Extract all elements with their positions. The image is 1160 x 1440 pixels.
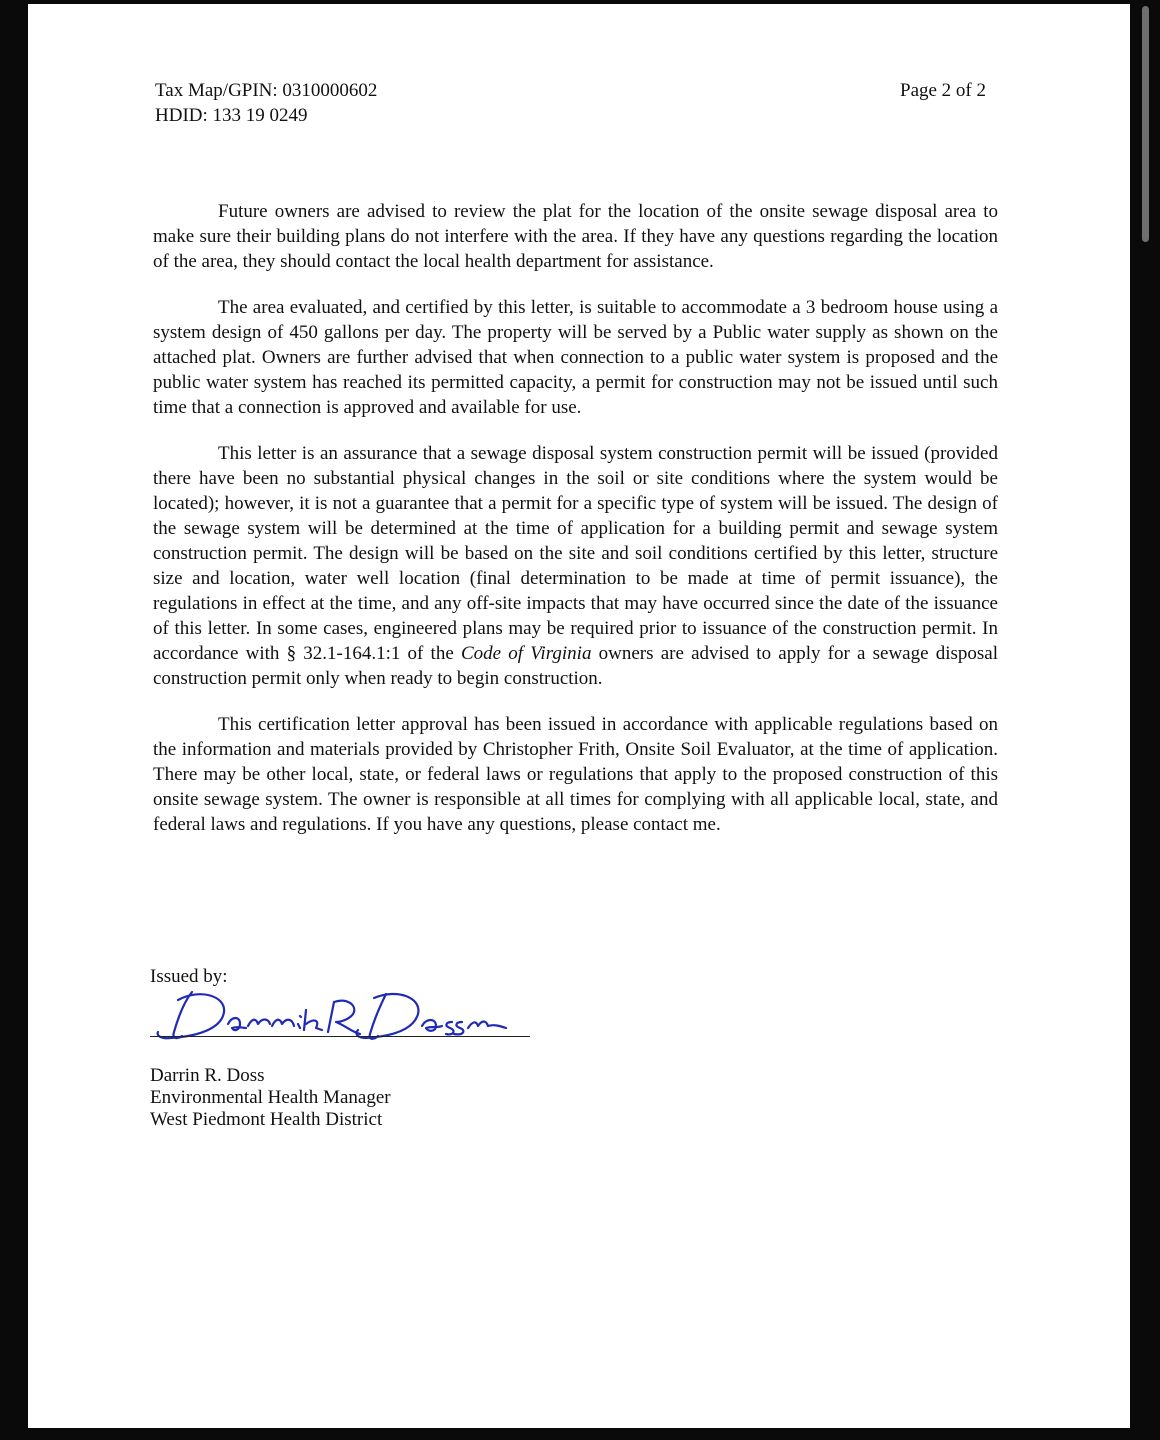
assurance-text-end: owners are advised to apply for a sewage disposal construction permit only when ready to begin construction.	[153, 643, 998, 689]
assurance-text-start: This letter is an assurance that a sewage disposal system construction permit will be issued (provided there have been no substantial physical changes in the soil or site conditions where the system would be located); however, it is not a guarantee that a permit for a specific type of system will be issued. The design of the sewage system will be determined at the time of application for a building permit and sewage system construction permit. The design will be based on the site and soil conditions certified by this letter, structure size and location, water well location (final determination to be made at time of permit issuance), the regulations in effect at the time, and any off-site impacts that may have occurred since the date of the issuance of this letter. In some cases, engineered plans may be required prior to issuance of the construction permit. In accordance with § 32.1-164.1:1 of the	[153, 443, 998, 664]
hdid: HDID: 133 19 0249	[155, 105, 308, 126]
code-of-virginia-citation: Code of Virginia	[460, 643, 592, 664]
header-identifiers	[155, 78, 377, 128]
signer-title: Environmental Health Manager	[150, 1087, 391, 1108]
paragraph-future-owners: Future owners are advised to review the plat for the location of the onsite sewage disposal area to make sure their building plans do not interfere with the area. If they have any questions regarding the location of the area, they should contact the local health department for assistance.	[153, 201, 998, 272]
signer-block	[150, 1065, 391, 1131]
issued-by-label: Issued by:	[150, 966, 228, 987]
page-indicator: Page 2 of 2	[900, 80, 987, 101]
letter-body	[153, 199, 998, 858]
tax-map-gpin: Tax Map/GPIN: 0310000602	[155, 80, 378, 101]
document-page	[28, 4, 1130, 1428]
signature-line	[150, 1036, 530, 1037]
signer-name: Darrin R. Doss	[150, 1065, 265, 1086]
handwritten-signature	[148, 980, 538, 1050]
paragraph-certification: This certification letter approval has been issued in accordance with applicable regulations based on the information and materials provided by Christopher Frith, Onsite Soil Evaluator, at the time of application. There may be other local, state, or federal laws or regulations that apply to the proposed construction of this onsite sewage system. The owner is responsible at all times for complying with all applicable local, state, and federal laws and regulations. If you have any questions, please contact me.	[153, 714, 998, 835]
paragraph-area-evaluated: The area evaluated, and certified by this letter, is suitable to accommodate a 3 bedroom house using a system design of 450 gallons per day. The property will be served by a Public water supply as shown on the attached plat. Owners are further advised that when connection to a public water system is proposed and the public water system has reached its permitted capacity, a permit for construction may not be issued until such time that a connection is approved and available for use.	[153, 297, 998, 418]
signer-organization: West Piedmont Health District	[150, 1109, 383, 1130]
scrollbar-thumb[interactable]	[1142, 6, 1149, 242]
paragraph-assurance	[153, 441, 998, 691]
vertical-scrollbar[interactable]	[1140, 6, 1152, 1426]
